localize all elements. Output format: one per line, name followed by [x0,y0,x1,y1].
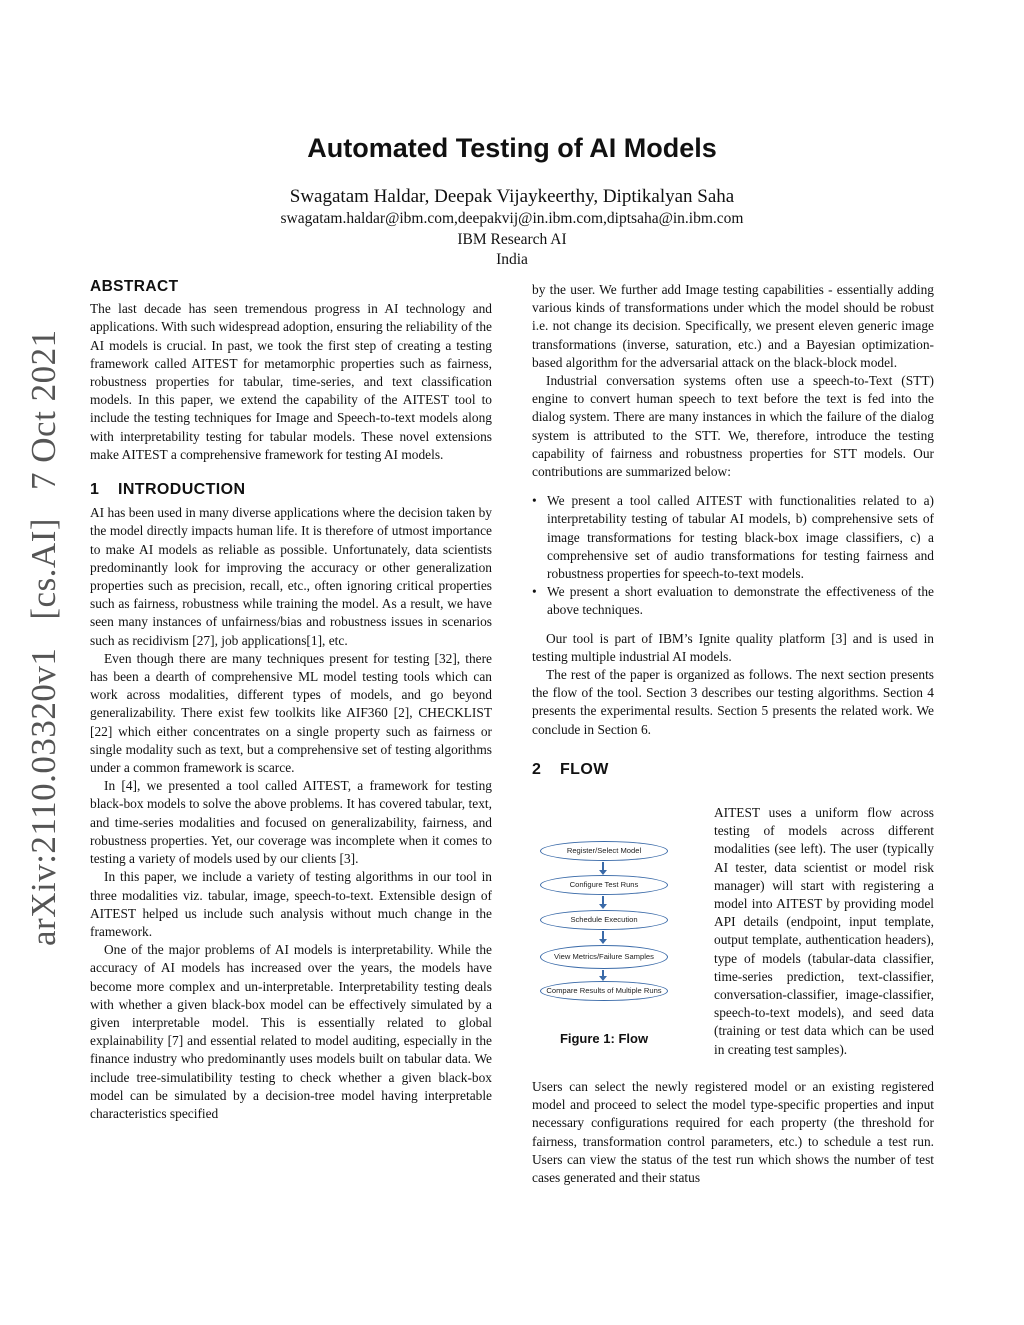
arxiv-id: arXiv:2110.03320v1 [24,647,63,946]
section-heading-introduction [90,481,492,499]
arxiv-category: [cs.AI] [24,517,63,620]
intro-paragraph-7: Industrial conversation systems often use a speech-to-Text (STT) engine to convert human speech to text before the text is fed into the dialog system. There are many instances in which the failure of the dialog system is attributed to the STT. We, therefore, introduce the testing capability of fairness and robustness properties for STT models. Our contributions are summarized below: [532,373,934,480]
section-heading-flow [532,761,934,779]
flow-arrow [602,862,604,871]
section-number: 2 [532,760,542,778]
intro-paragraph-2: Even though there are many techniques present for testing [32], there has been a dearth of comprehensive ML model testing tools which can work across modalities, different types of models, and go beyond generalizability. There exist few toolkits like AIF360 [2], CHECKLIST [22] which either concentrates on a single property such as fairness or single modality such as text, but a comprehensive set of testing algorithms under a common framework is scarce. [90,650,492,776]
right-column [532,281,934,779]
contribution-list [532,492,934,619]
figure-caption: Figure 1: Flow [559,1031,649,1046]
section-title: INTRODUCTION [118,481,246,499]
intro-paragraph-9: The rest of the paper is organized as follows. The next section presents the flow of the tool. Section 3 describes our testing algorithms. Section 4 presents the experimental results. Section 5 presents the related work. We conclude in Section 6. [532,667,934,737]
intro-paragraph-4: In this paper, we include a variety of testing algorithms in our tool in three modalities viz. tabular, image, speech-to-text. Extensible design of AITEST helped us include such analysis without much change in the framework. [90,869,492,939]
flow-step-view-metrics: View Metrics/Failure Samples [540,945,668,969]
country: India [496,251,528,268]
flow-step-schedule: Schedule Execution [540,910,668,930]
list-item: • We present a short evaluation to demonstrate the effectiveness of the above techniques. [532,583,934,619]
abstract-heading: ABSTRACT [90,278,179,295]
intro-paragraph-5: One of the major problems of AI models is interpretability. While the accuracy of AI models has increased over the years, the models have become more complex and un-interpretable. Interpretability testing deals with whether a given black-box model can be effectively simulated by a given interpretable model. This is essentially related to global explainability [7] and essential related to model auditing, especially in the finance industry who predominantly uses models built on tabular data. We include tree-simulatibility testing to check whether a given black-box model can be simulated by a decision-tree model having interpretable characteristics specified [90,942,492,1121]
section-title: FLOW [560,760,609,778]
flow-side-text: AITEST uses a uniform flow across testing of models across different modalities (see left). The user (typically AI tester, data scientist or model risk manager) will start with registering a model into AITEST by providing model API details (endpoint, input template, output template, authentication headers), type of models (tabular-data classifier, time-series prediction, text-classifier, conversation-classifier, image-classifier, speech-to-text models), and seed data (training or test data which can be used in creating test samples). [714,805,934,1057]
flow-arrow [602,931,604,940]
flow-arrow [602,896,604,905]
intro-paragraph-6: by the user. We further add Image testing capabilities - essentially adding various kinds of transformations under which the model should be robust i.e. not change its decision. Specifically, we present eleven generic image transformations (inverse, saturation, etc.) and a Bayesian optimization-based algorithm for the adversarial attack on the black-block model. [532,282,934,370]
intro-paragraph-3: In [4], we presented a tool called AITEST, a framework for testing black-box models to solve the above problems. It has covered tabular, text, and time-series modalities and focused on generalizability, fairness, and robustness properties. Yet, our coverage was incomplete when it comes to testing a variety of models used by our clients [3]. [90,778,492,867]
flow-step-compare: Compare Results of Multiple Runs [540,981,668,1001]
intro-paragraph-1: AI has been used in many diverse applications where the decision taken by the model directly impacts human life. It is therefore of utmost importance to make AI models as reliable as possible. Unfortunately, data scientists predominantly look for improving the accuracy or other generalization properties such as precision, recall, etc., often ignoring critical properties such as fairness, robustness while training the model. As a result, we have seen many instances of unfairness/bias and robustness issues in scenarios such as recidivism [27], job applications[1], etc. [90,505,492,648]
affiliation: IBM Research AI [457,231,567,248]
flow-bottom-text: Users can select the newly registered model or an existing registered model and proceed to select the model type-specific properties and input necessary configurations required for each property (the threshold for fairness, transformation control parameters, etc.) to schedule a test run. Users can view the status of the test run which shows the number of test cases generated and their status [532,1079,934,1186]
arxiv-sidebar [24,329,64,946]
left-column [90,278,492,1123]
flow-figure [536,835,676,1005]
arxiv-date: 7 Oct 2021 [24,329,63,490]
flow-step-register: Register/Select Model [540,841,668,861]
section-number: 1 [90,481,100,499]
author-emails: swagatam.haldar@ibm.com,deepakvij@in.ibm.com,diptsaha@in.ibm.com [280,210,744,227]
list-item: • We present a tool called AITEST with functionalities related to a) interpretability testing of tabular AI models, b) comprehensive sets of image transformations for testing black-box image classifiers, c) a comprehensive set of audio transformations for testing fairness and robustness properties for speech-to-text models. [532,492,934,583]
abstract-text: The last decade has seen tremendous progress in AI technology and applications. With such widespread adoption, ensuring the reliability of the AI models is crucial. In past, we took the first step of creating a testing framework called AITEST for metamorphic properties such as fairness, robustness properties for tabular, time-series, and text classification models. In this paper, we extend the capability of the AITEST tool to include the testing techniques for Image and Speech-to-text models along with interpretability testing for tabular models. These novel extensions make AITEST a comprehensive framework for testing AI models. [90,301,492,462]
intro-paragraph-8: Our tool is part of IBM’s Ignite quality platform [3] and is used in testing multiple industrial AI models. [532,630,934,664]
author-list: Swagatam Haldar, Deepak Vijaykeerthy, Diptikalyan Saha [289,186,735,207]
flow-arrow [602,970,604,977]
paper-title: Automated Testing of AI Models [307,133,717,163]
flow-step-configure: Configure Test Runs [540,875,668,895]
